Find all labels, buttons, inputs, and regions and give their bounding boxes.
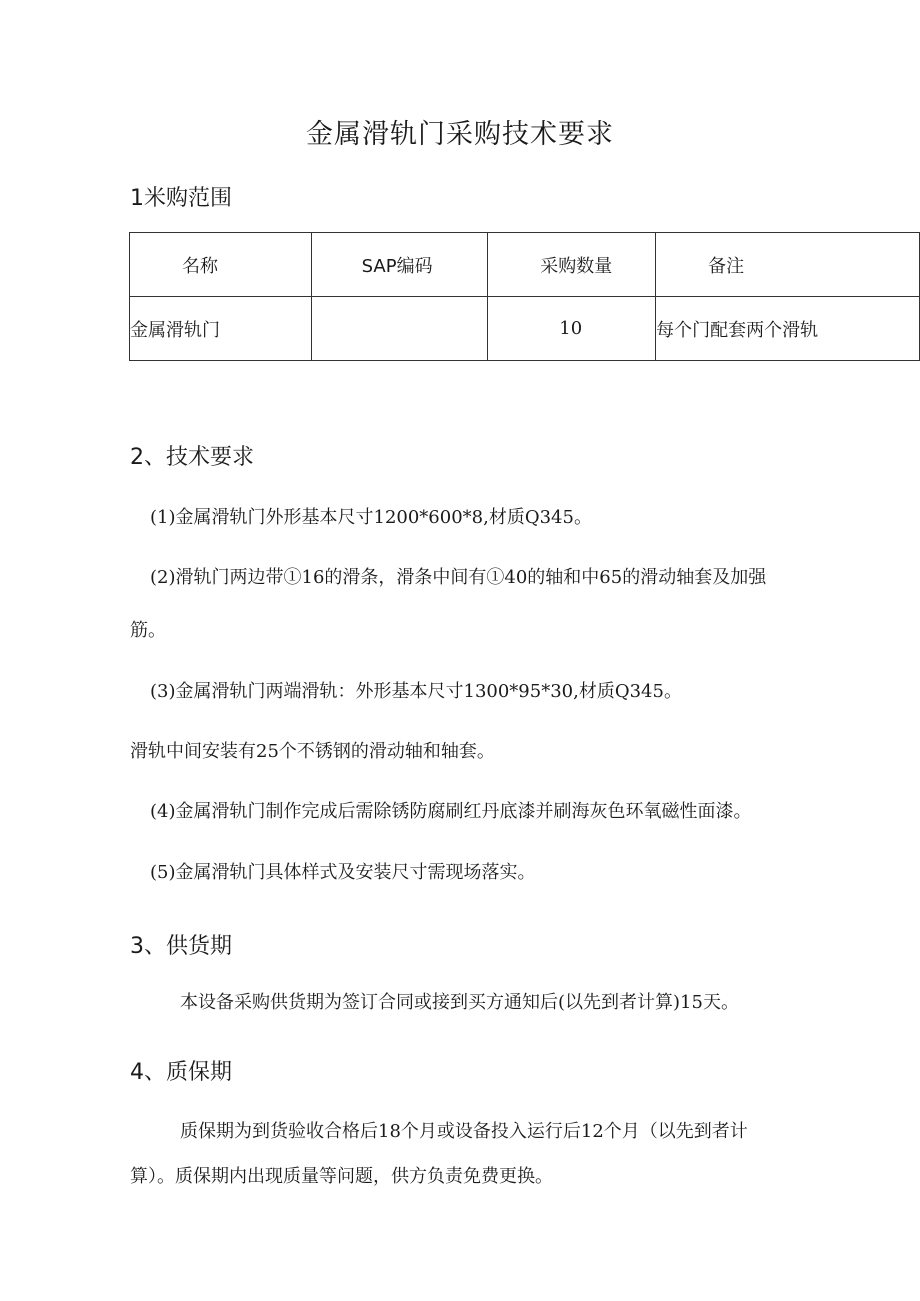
document-title: 金属滑轨门采购技术要求 [306, 119, 614, 150]
tech-item-5: (5)金属滑轨门具体样式及安装尺寸需现场落实。 [150, 862, 536, 883]
table-cell-sap-code [311, 297, 488, 361]
table-cell-name: 金属滑轨门 [130, 297, 312, 361]
table-header-quantity: 采购数量 [488, 233, 656, 297]
table-header-remarks: 备注 [656, 233, 920, 297]
table-cell-remarks: 每个门配套两个滑轨 [656, 297, 920, 361]
table-row [130, 297, 920, 361]
warranty-text-line-2: 算）。质保期内出现质量等问题，供方负责免费更换。 [130, 1166, 553, 1187]
section-2-heading: 2、技术要求 [130, 445, 254, 470]
table-header-name: 名称 [130, 233, 312, 297]
section-4-heading: 4、质保期 [130, 1060, 232, 1085]
warranty-text-line-1: 质保期为到货验收合格后18个月或设备投入运行后12个月（以先到者计 [180, 1121, 748, 1142]
tech-item-1: (1)金属滑轨门外形基本尺寸1200*600*8,材质Q345。 [150, 507, 592, 528]
table-header-sap-code: SAP编码 [311, 233, 488, 297]
tech-item-2-cont: 筋。 [130, 620, 166, 641]
tech-item-3: (3)金属滑轨门两端滑轨：外形基本尺寸1300*95*30,材质Q345。 [150, 681, 682, 702]
section-1-heading: 1米购范围 [130, 186, 232, 211]
table-header-row [130, 233, 920, 297]
section-3-heading: 3、供货期 [130, 934, 232, 959]
tech-item-2: (2)滑轨门两边带①16的滑条，滑条中间有①40的轴和中65的滑动轴套及加强 [150, 567, 767, 588]
procurement-table [129, 232, 920, 361]
tech-item-4: (4)金属滑轨门制作完成后需除锈防腐刷红丹底漆并刷海灰色环氧磁性面漆。 [150, 801, 752, 822]
table-cell-quantity: 10 [488, 297, 656, 361]
delivery-text: 本设备采购供货期为签订合同或接到买方通知后(以先到者计算)15天。 [180, 992, 739, 1013]
tech-item-3-cont: 滑轨中间安装有25个不锈钢的滑动轴和轴套。 [130, 741, 495, 762]
